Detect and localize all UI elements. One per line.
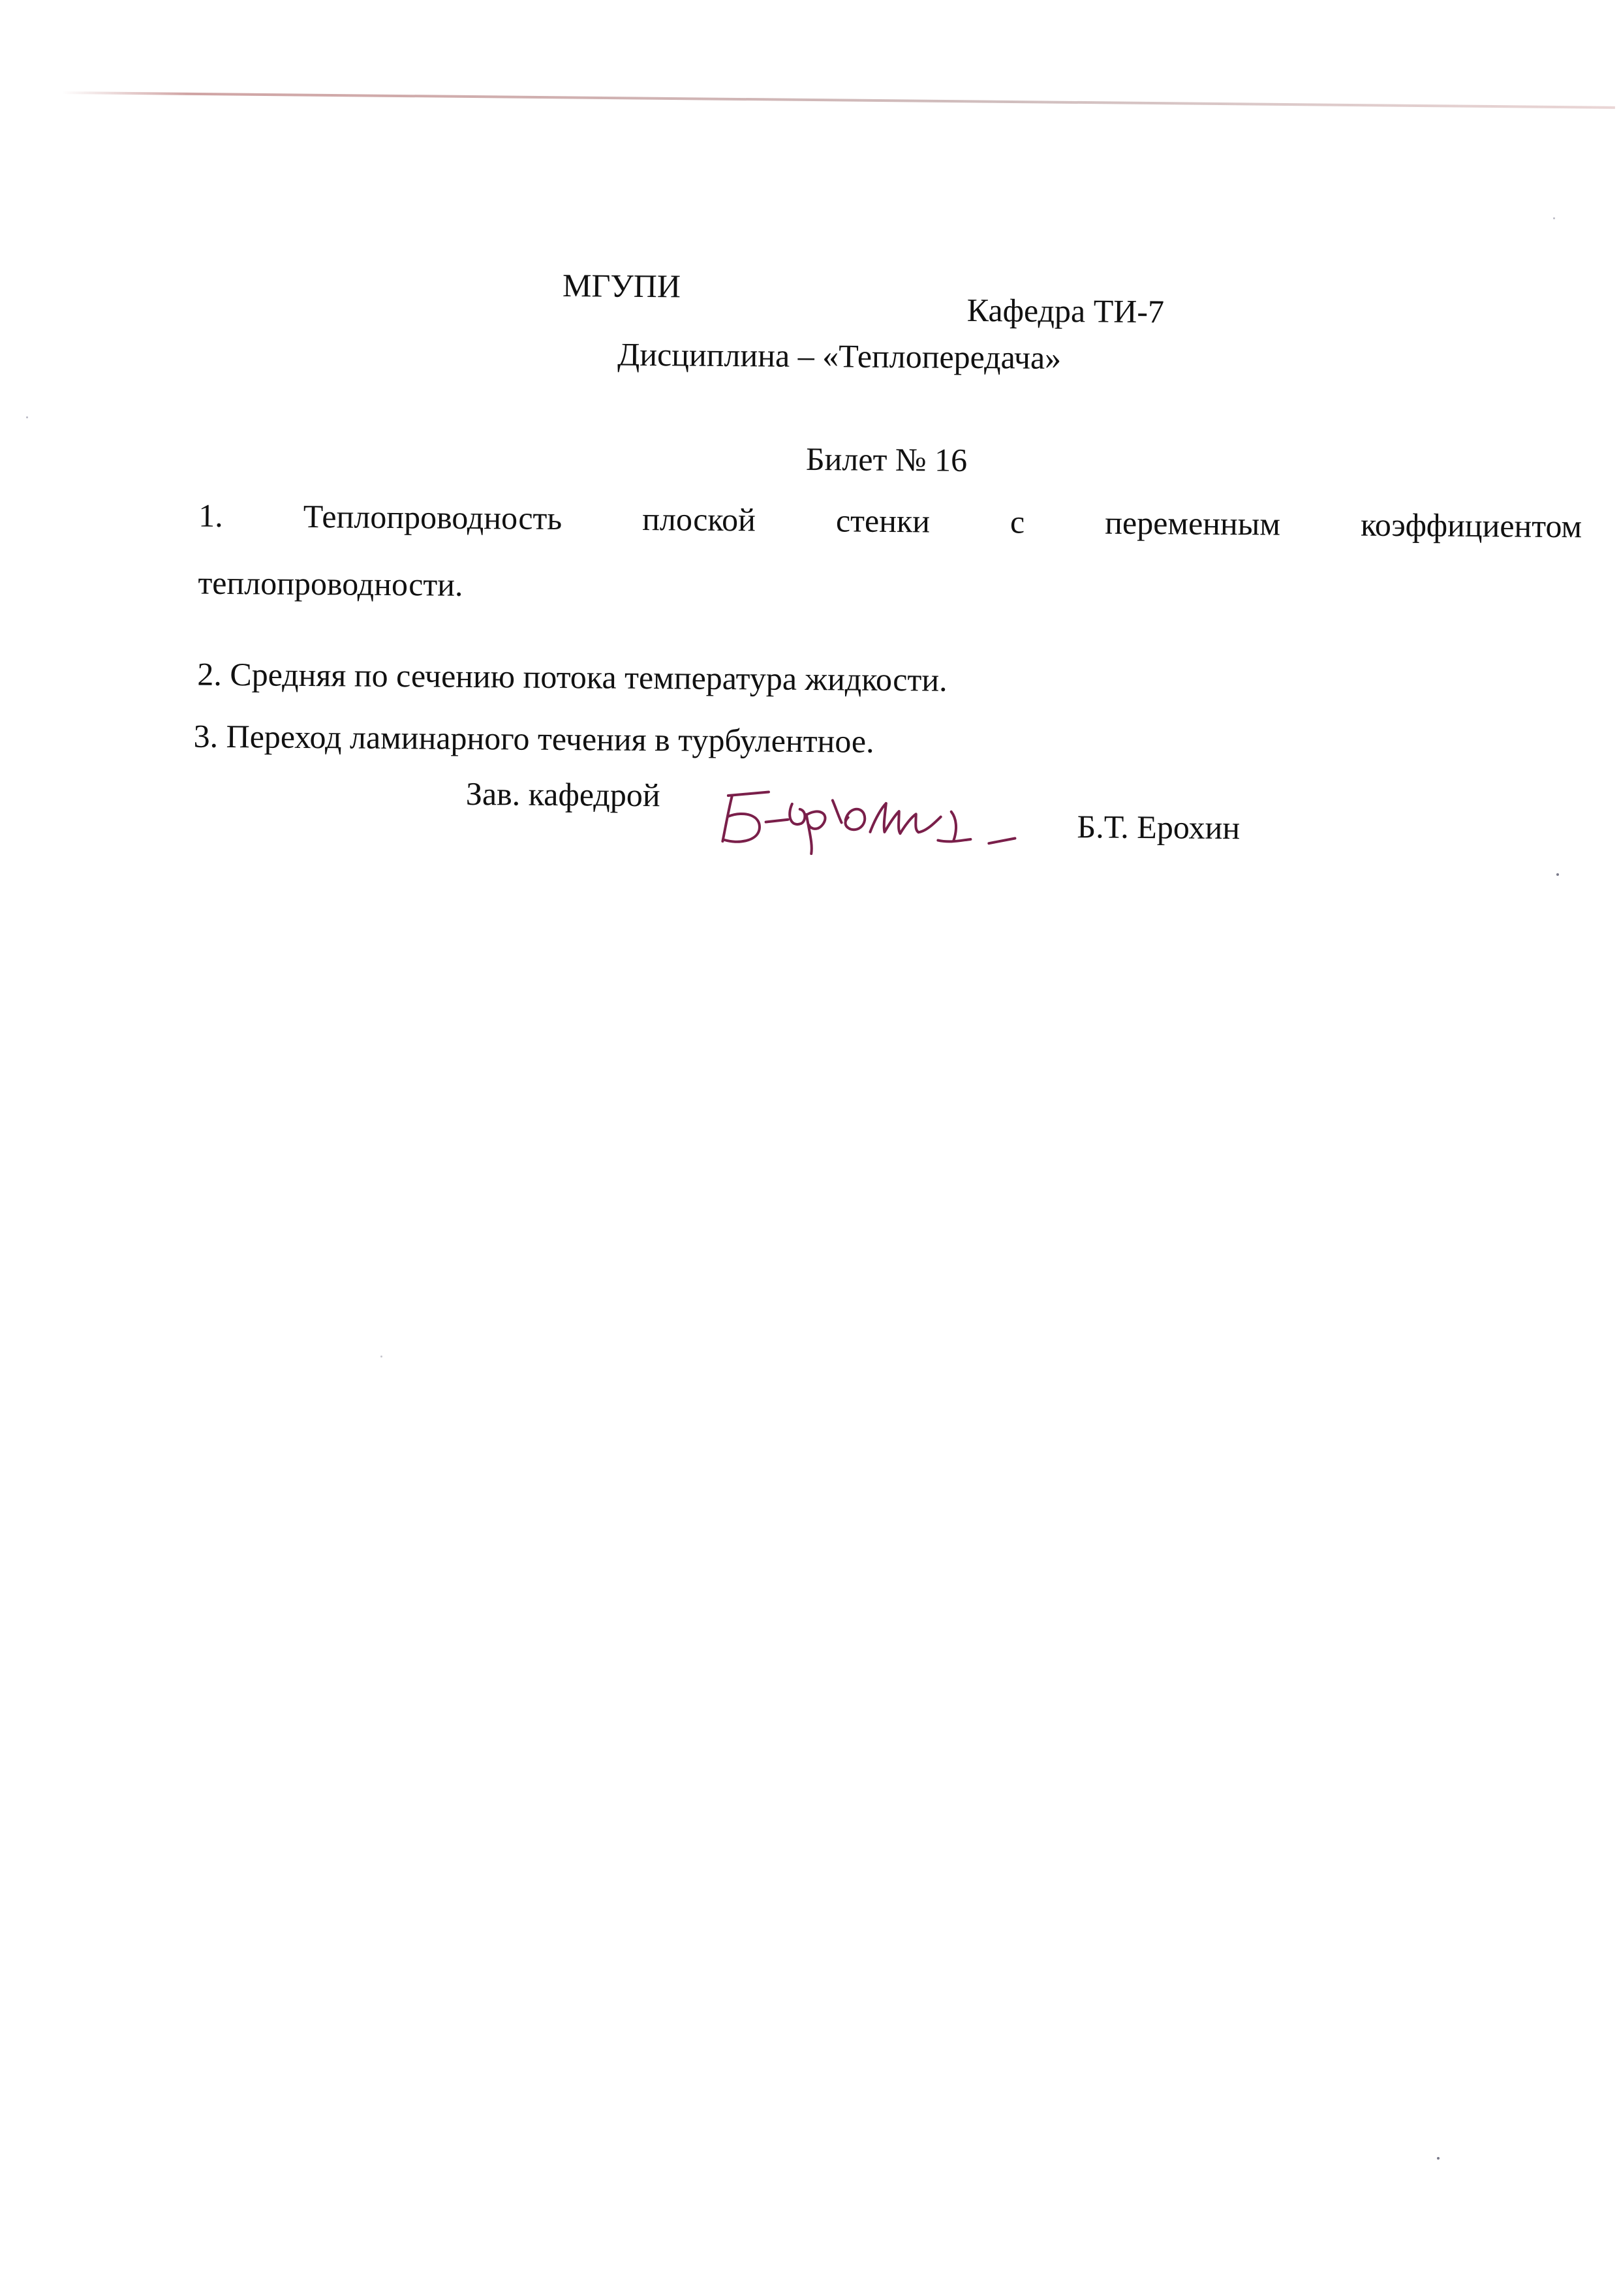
question-1-word: стенки (835, 502, 931, 540)
scan-speck (26, 416, 28, 418)
question-3: 3. Переход ламинарного течения в турбулентное. (193, 717, 874, 760)
question-1-line-2: теплопроводности. (198, 564, 463, 603)
question-2: 2. Средняя по сечению потока температура жидкости. (197, 655, 948, 698)
question-1-word: Теплопроводность (303, 497, 563, 537)
scan-speck (380, 1356, 382, 1357)
question-1-word: с (1010, 503, 1025, 540)
handwritten-signature (708, 776, 1048, 863)
discipline-title: Дисциплина – «Теплопередача» (617, 335, 1062, 377)
department-name: Кафедра ТИ-7 (966, 291, 1165, 330)
question-1-word: плоской (642, 500, 756, 538)
head-of-department-name: Б.Т. Ерохин (1077, 808, 1241, 846)
question-1-line-1 (198, 497, 1582, 546)
organization-name: МГУПИ (562, 267, 681, 305)
scan-speck (1556, 873, 1559, 876)
question-1-word: переменным (1105, 504, 1281, 542)
ticket-number: Билет № 16 (805, 440, 968, 478)
scan-speck (1437, 2157, 1440, 2160)
head-of-department-label: Зав. кафедрой (465, 775, 660, 814)
question-1-word: коэффициентом (1360, 506, 1582, 545)
question-1-word: 1. (198, 497, 223, 534)
scan-speck (1553, 217, 1555, 219)
